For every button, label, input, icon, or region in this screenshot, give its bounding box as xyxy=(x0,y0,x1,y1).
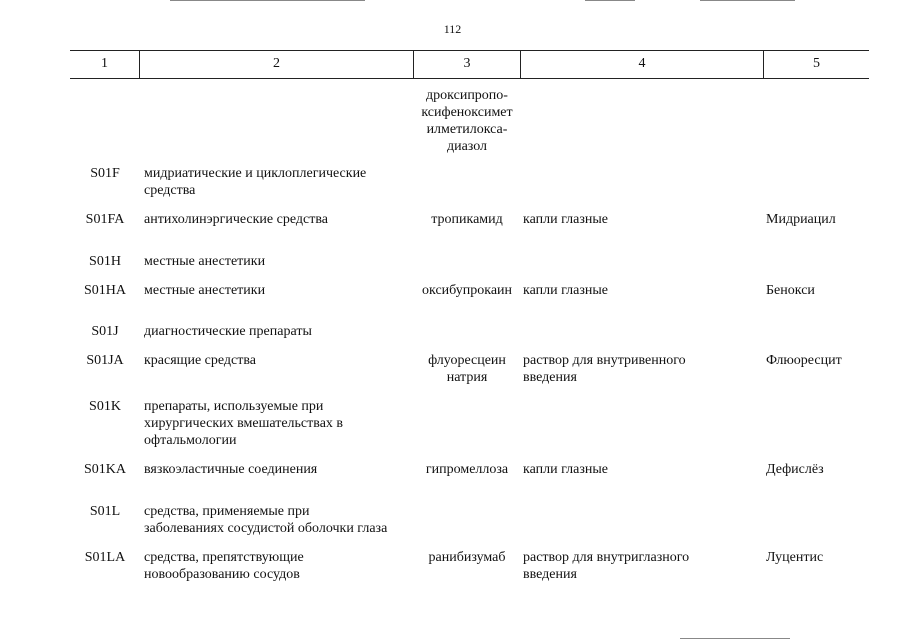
scan-edge-line xyxy=(170,0,365,1)
name-line: средства, препятствующие xyxy=(144,550,304,565)
trade-name: Флюоресцит xyxy=(766,353,842,368)
atc-group-name xyxy=(144,165,414,199)
inn-name xyxy=(414,461,520,478)
name-line: хирургических вмешательствах в xyxy=(144,416,344,431)
atc-code: S01LA xyxy=(84,550,126,565)
atc-code: S01H xyxy=(89,254,121,269)
atc-code: S01FA xyxy=(85,212,125,227)
page-number: 112 xyxy=(443,22,462,36)
trade-name: Бенокси xyxy=(766,283,815,298)
inn-line: диазол xyxy=(446,139,488,154)
atc-code: S01JA xyxy=(86,353,124,368)
form-line: введения xyxy=(523,567,577,582)
name-line: красящие средства xyxy=(144,353,256,368)
atc-code: S01K xyxy=(89,399,121,414)
inn-line: флуоресцеин xyxy=(428,353,506,368)
header-col-5: 5 xyxy=(813,56,820,71)
name-line: диагностические препараты xyxy=(144,324,312,339)
inn-line: ксифеноксимет xyxy=(421,105,513,120)
inn-line: дроксипропо- xyxy=(426,88,508,103)
name-line: местные анестетики xyxy=(144,254,266,269)
trade-name: Дефислёз xyxy=(766,462,824,477)
atc-group-name xyxy=(144,461,414,478)
atc-group-name xyxy=(144,282,414,299)
continuation-inn xyxy=(414,87,520,155)
inn-line: илметилокса- xyxy=(426,122,508,137)
trade-name: Луцентис xyxy=(766,550,824,565)
atc-code: S01J xyxy=(91,324,119,339)
atc-code: S01KA xyxy=(83,462,126,477)
header-col-3: 3 xyxy=(463,56,471,71)
inn-name xyxy=(414,352,520,386)
form-line: раствор для внутривенного xyxy=(523,353,686,368)
atc-code: S01L xyxy=(89,504,121,519)
trade-name: Мидриацил xyxy=(766,212,836,227)
atc-code: S01F xyxy=(90,166,120,181)
scan-edge-line xyxy=(680,638,790,639)
header-col-1: 1 xyxy=(101,56,108,71)
scan-edge-line xyxy=(700,0,795,1)
name-line: новообразованию сосудов xyxy=(144,567,300,582)
form-line: капли глазные xyxy=(523,283,608,298)
atc-code: S01HA xyxy=(83,283,126,298)
dosage-form xyxy=(523,211,763,228)
atc-group-name xyxy=(144,211,414,228)
name-line: заболеваниях сосудистой оболочки глаза xyxy=(144,521,388,536)
name-line: офтальмологии xyxy=(144,433,237,448)
name-line: местные анестетики xyxy=(144,283,266,298)
header-col-4: 4 xyxy=(638,56,646,71)
inn-line: натрия xyxy=(446,370,488,385)
form-line: раствор для внутриглазного xyxy=(523,550,690,565)
dosage-form xyxy=(523,282,763,299)
atc-group-name xyxy=(144,323,414,340)
inn-line: гипромеллоза xyxy=(425,462,509,477)
header-col-2: 2 xyxy=(273,56,280,71)
inn-name xyxy=(414,211,520,228)
name-line: мидриатические и циклоплегические xyxy=(144,166,367,181)
form-line: капли глазные xyxy=(523,212,608,227)
inn-name xyxy=(414,549,520,566)
name-line: средства, применяемые при xyxy=(144,504,310,519)
dosage-form xyxy=(523,549,763,583)
inn-name xyxy=(414,282,520,299)
atc-group-name xyxy=(144,549,414,583)
atc-group-name xyxy=(144,398,414,449)
header-top-rule xyxy=(70,50,869,51)
atc-group-name xyxy=(144,253,414,270)
atc-group-name xyxy=(144,503,414,537)
form-line: капли глазные xyxy=(523,462,608,477)
form-line: введения xyxy=(523,370,577,385)
name-line: антихолинэргические средства xyxy=(144,212,328,227)
inn-line: тропикамид xyxy=(431,212,503,227)
dosage-form xyxy=(523,461,763,478)
name-line: препараты, используемые при xyxy=(144,399,324,414)
inn-line: оксибупрокаин xyxy=(421,283,513,298)
scan-edge-line xyxy=(585,0,635,1)
header-bottom-rule xyxy=(70,78,869,79)
name-line: средства xyxy=(144,183,196,198)
name-line: вязкоэластичные соединения xyxy=(144,462,318,477)
inn-line: ранибизумаб xyxy=(428,550,506,565)
dosage-form xyxy=(523,352,763,386)
atc-group-name xyxy=(144,352,414,369)
